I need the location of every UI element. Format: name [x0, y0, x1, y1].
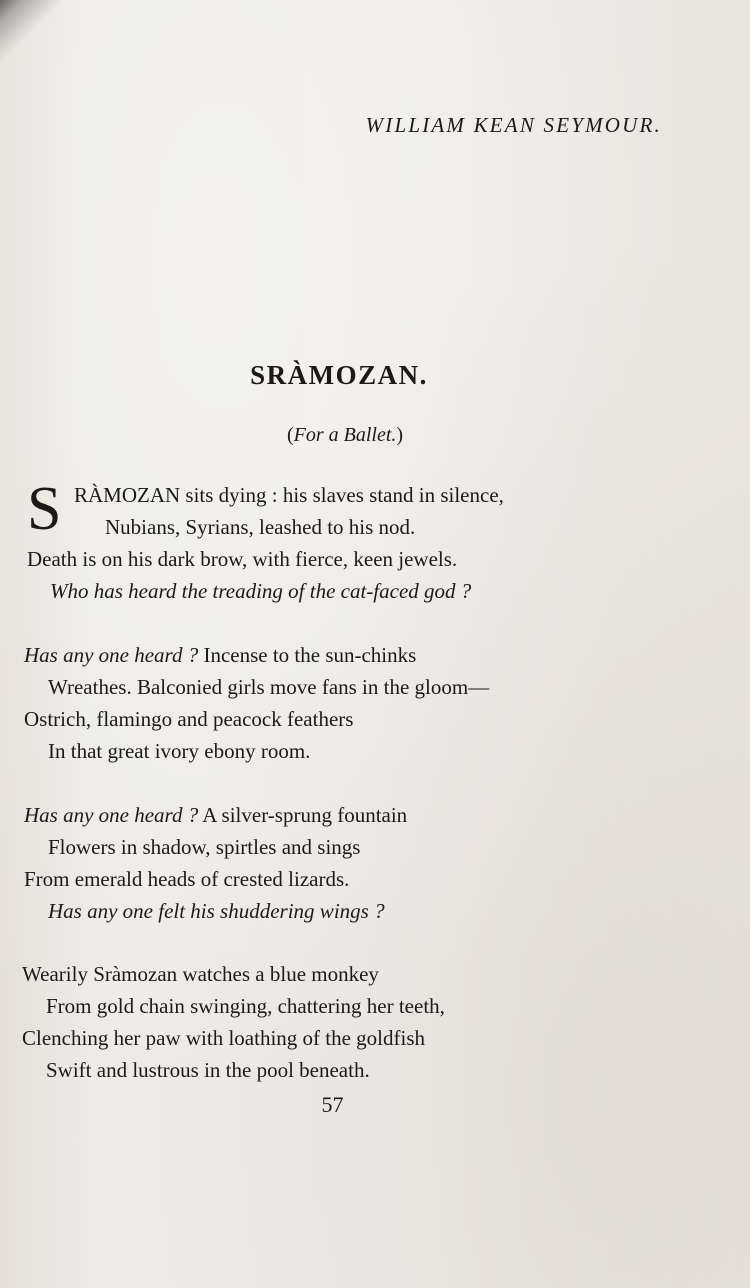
poem-line: Who has heard the treading of the cat-faced god ? [50, 579, 472, 603]
poem-line: Swift and lustrous in the pool beneath. [46, 1058, 370, 1082]
refrain-phrase: Has any one heard ? [24, 643, 199, 667]
subtitle-text: For a Ballet. [293, 424, 397, 446]
running-head: WILLIAM KEAN SEYMOUR. [365, 113, 662, 137]
page-corner-shadow [0, 0, 110, 180]
refrain-phrase: Has any one heard ? [24, 803, 199, 827]
drop-cap: S [27, 475, 62, 543]
subtitle-close-paren: ) [396, 424, 404, 446]
poem-line: RÀMOZAN sits dying : his slaves stand in silence, [74, 483, 504, 507]
poem-line: From gold chain swinging, chattering her teeth, [46, 994, 445, 1018]
page-number: 57 [321, 1092, 344, 1117]
poem-subtitle [0, 424, 690, 447]
poem-line-text: A silver-sprung fountain [198, 803, 408, 827]
poem-line: From emerald heads of crested lizards. [24, 867, 350, 891]
subtitle-open-paren: ( [286, 424, 294, 446]
poem-line: Has any one felt his shuddering wings ? [48, 899, 385, 923]
poem-line: Wearily Sràmozan watches a blue monkey [22, 962, 379, 986]
poem-line: Nubians, Syrians, leashed to his nod. [105, 515, 416, 539]
poem-title: SRÀMOZAN. [250, 360, 428, 390]
poem-line: Wreathes. Balconied girls move fans in the gloom— [48, 675, 490, 699]
poem-line: Ostrich, flamingo and peacock feathers [24, 707, 354, 731]
poem-line [24, 641, 416, 669]
poem-line-text: Incense to the sun-chinks [198, 643, 417, 667]
poem-line: In that great ivory ebony room. [48, 739, 311, 763]
poem-line: Flowers in shadow, spirtles and sings [48, 835, 361, 859]
poem-line [24, 801, 407, 829]
poem-line: Death is on his dark brow, with fierce, keen jewels. [27, 547, 458, 571]
poem-line: Clenching her paw with loathing of the goldfish [22, 1026, 426, 1050]
